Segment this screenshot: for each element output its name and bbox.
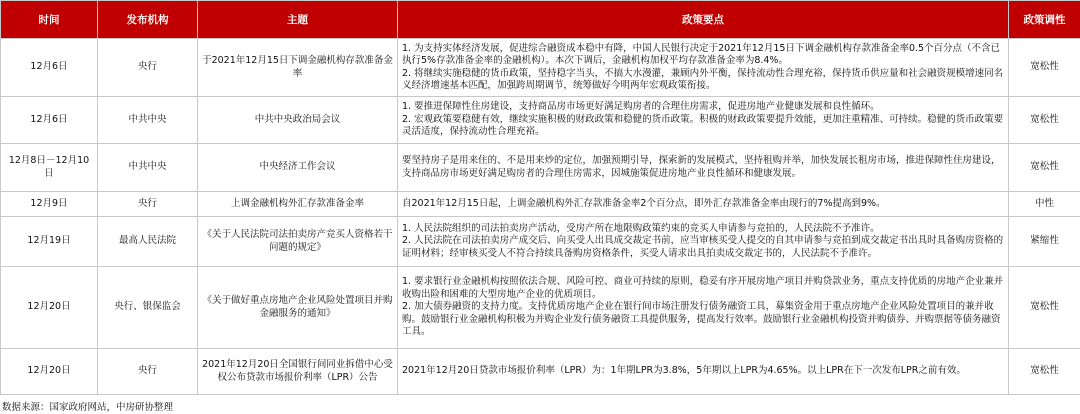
policy-point: 2021年12月20日贷款市场报价利率（LPR）为：1年期LPR为3.8%，5年期以上LPR为4.65%。以上LPR在下一次发布LPR之前有效。 — [402, 365, 966, 377]
cell-topic: 《关于人民法院司法拍卖房产竞买人资格若干问题的规定》 — [198, 217, 398, 267]
policy-point: 2. 加大债券融资的支持力度。支持优质房地产企业在银行间市场注册发行债务融资工具，募集资金用于重点房地产企业风险处置项目的兼并收购。鼓励银行业金融机构积极为并购企业发行债务融资工具提供服务，提高发行效率。鼓励银行业金融机构投资并购债券、并购票据等债务融资工具。 — [402, 301, 1001, 338]
cell-date: 12月6日 — [1, 39, 98, 97]
policy-point: 1. 要推进保障性住房建设，支持商品房市场更好满足购房者的合理住房需求，促进房地产业健康发展和良性循环。 — [402, 101, 880, 113]
cell-tone: 宽松性 — [1009, 349, 1080, 395]
cell-agency: 央行 — [98, 192, 198, 217]
cell-agency: 央行 — [98, 349, 198, 395]
header-topic: 主题 — [198, 1, 398, 39]
table-header-row — [1, 1, 1080, 39]
cell-topic: 中共中央政治局会议 — [198, 97, 398, 144]
table-row — [1, 144, 1080, 192]
table-row — [1, 217, 1080, 267]
cell-date: 12月6日 — [1, 97, 98, 144]
cell-tone: 宽松性 — [1009, 267, 1080, 349]
cell-agency: 中共中央 — [98, 144, 198, 192]
policy-point: 1. 要求银行业金融机构按照依法合规、风险可控、商业可持续的原则，稳妥有序开展房地产项目并购贷款业务，重点支持优质的房地产企业兼并收购出险和困难的大型房地产企业的优质项目。 — [402, 276, 1004, 300]
policy-point: 1. 人民法院组织的司法拍卖房产活动，受房产所在地限购政策约束的竞买人申请参与竞拍的，人民法院不予准许。 — [402, 222, 880, 234]
header-points: 政策要点 — [398, 1, 1009, 39]
cell-date: 12月9日 — [1, 192, 98, 217]
table-row — [1, 192, 1080, 217]
cell-points — [398, 217, 1009, 267]
cell-tone: 宽松性 — [1009, 39, 1080, 97]
table-row — [1, 97, 1080, 144]
cell-topic: 上调金融机构外汇存款准备金率 — [198, 192, 398, 217]
header-date: 时间 — [1, 1, 98, 39]
cell-topic: 《关于做好重点房地产企业风险处置项目并购金融服务的通知》 — [198, 267, 398, 349]
table-row — [1, 267, 1080, 349]
cell-topic: 中央经济工作会议 — [198, 144, 398, 192]
policy-point: 自2021年12月15日起，上调金融机构外汇存款准备金率2个百分点，即外汇存款准备金率由现行的7%提高到9%。 — [402, 197, 886, 209]
cell-tone: 紧缩性 — [1009, 217, 1080, 267]
policy-point: 2. 人民法院在司法拍卖房产成交后、向买受人出具成交裁定书前，应当审核买受人提交的自其申请参与竞拍到成交裁定书出具时具备购房资格的证明材料；经审核买受人不符合持续具备购房资格条件，买受人请求出具拍卖成交裁定书的，人民法院不予准许。 — [402, 235, 1004, 259]
table-row — [1, 39, 1080, 97]
cell-points — [398, 144, 1009, 192]
table-row — [1, 349, 1080, 395]
data-source-note: 数据来源：国家政府网站，中房研协整理 — [2, 402, 174, 413]
header-agency: 发布机构 — [98, 1, 198, 39]
cell-date: 12月20日 — [1, 267, 98, 349]
cell-date: 12月20日 — [1, 349, 98, 395]
cell-agency: 最高人民法院 — [98, 217, 198, 267]
policy-point: 1. 为支持实体经济发展，促进综合融资成本稳中有降，中国人民银行决定于2021年12月15日下调金融机构存款准备金率0.5个百分点（不含已执行5%存款准备金率的金融机构）。本次下调后，金融机构加权平均存款准备金率为8.4%。 — [402, 42, 1001, 66]
cell-points — [398, 349, 1009, 395]
cell-points — [398, 39, 1009, 97]
cell-tone: 宽松性 — [1009, 144, 1080, 192]
cell-topic: 于2021年12月15日下调金融机构存款准备金率 — [198, 39, 398, 97]
cell-points — [398, 267, 1009, 349]
cell-date: 12月8日－12月10日 — [1, 144, 98, 192]
policy-point: 要坚持房子是用来住的、不是用来炒的定位，加强预期引导，探索新的发展模式，坚持租购并举，加快发展长租房市场，推进保障性住房建设，支持商品房市场更好满足购房者的合理住房需求，因城施策促进房地产业良性循环和健康发展。 — [402, 155, 1001, 179]
cell-agency: 中共中央 — [98, 97, 198, 144]
cell-points — [398, 97, 1009, 144]
cell-tone: 宽松性 — [1009, 97, 1080, 144]
cell-topic: 2021年12月20日全国银行间同业拆借中心受权公布贷款市场报价利率（LPR）公告 — [198, 349, 398, 395]
cell-points — [398, 192, 1009, 217]
policy-point: 2. 将继续实施稳健的货币政策，坚持稳字当头，不搞大水漫灌，兼顾内外平衡，保持流动性合理充裕，保持货币供应量和社会融资规模增速同名义经济增速基本匹配，加强跨周期调节，统筹做好今明两年宏观政策衔接。 — [402, 67, 1004, 91]
cell-tone: 中性 — [1009, 192, 1080, 217]
header-tone: 政策调性 — [1009, 1, 1080, 39]
cell-date: 12月19日 — [1, 217, 98, 267]
cell-agency: 央行 — [98, 39, 198, 97]
policy-point: 2. 宏观政策要稳健有效，继续实施积极的财政政策和稳健的货币政策。积极的财政政策要提升效能，更加注重精准、可持续。稳健的货币政策要灵活适度，保持流动性合理充裕。 — [402, 113, 1004, 138]
cell-agency: 央行、银保监会 — [98, 267, 198, 349]
